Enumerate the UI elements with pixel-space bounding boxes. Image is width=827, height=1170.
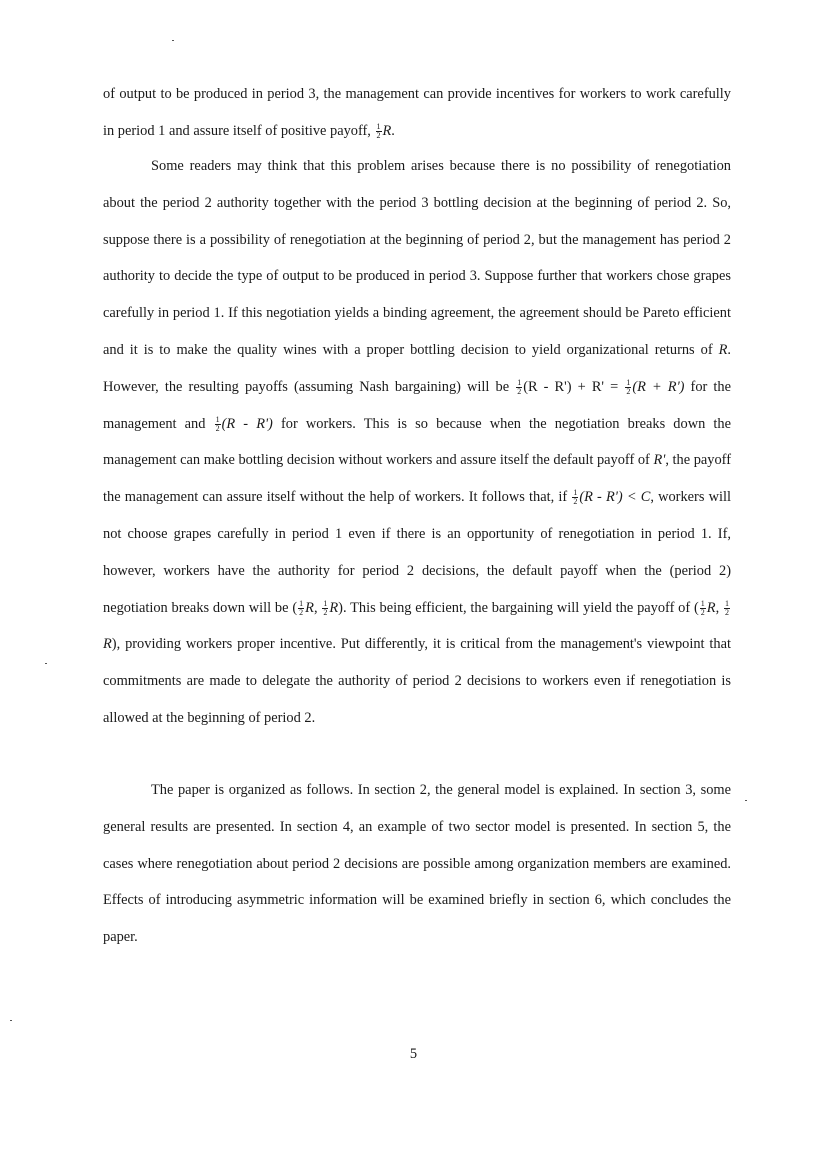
fraction: [700, 600, 706, 617]
fraction-numerator: 1: [573, 488, 578, 498]
scan-speck: [172, 40, 174, 41]
paragraph-text: [103, 76, 731, 150]
fraction-numerator: 1: [215, 414, 220, 424]
fraction-denominator: 2: [323, 607, 328, 617]
fraction-denominator: 2: [626, 386, 631, 396]
math-variable: (R + R'): [632, 378, 685, 395]
fraction-numerator: 1: [299, 598, 304, 608]
paragraph-text: [103, 772, 731, 956]
fraction-denominator: 2: [725, 607, 730, 617]
fraction-numerator: 1: [323, 598, 328, 608]
fraction: [724, 600, 730, 617]
fraction-numerator: 1: [626, 377, 631, 387]
paragraph-1: [103, 76, 731, 150]
fraction: [298, 600, 304, 617]
scan-speck: [745, 800, 747, 801]
text-run: .: [391, 122, 395, 139]
fraction: [322, 600, 328, 617]
fraction-denominator: 2: [573, 497, 578, 507]
scan-speck: [45, 663, 47, 664]
fraction-numerator: 1: [517, 377, 522, 387]
fraction-numerator: 1: [725, 598, 730, 608]
fraction-denominator: 2: [299, 607, 304, 617]
fraction-denominator: 2: [215, 423, 220, 433]
text-run: The paper is organized as follows. In section 2, the general model is explained. In section 3, some general results are presented. In section 4, an example of two sector model is presented. In section 5, the cases where renegotiation about period 2 decisions are possible among organization members are examined. Effects of introducing asymmetric information will be examined briefly in section 6, which concludes the paper.: [103, 782, 731, 946]
text-run: , workers will not choose grapes carefully in period 1 even if there is an opportunity of renegotiation in period 1. If, however, workers have the authority for period 2 decisions, the default payoff when the (period 2) negotiation breaks down will be (: [103, 489, 731, 616]
text-run: for the management and: [103, 378, 731, 432]
fraction-numerator: 1: [376, 121, 381, 131]
text-run: ), providing workers proper incentive. Put differently, it is critical from the management's viewpoint that commitments are made to delegate the authority of period 2 decisions to workers even if renegotiation is allowed at the beginning of period 2.: [103, 636, 731, 726]
fraction-denominator: 2: [376, 130, 381, 140]
math-variable: R: [329, 599, 339, 616]
text-run: (R - R') + R' =: [523, 378, 625, 395]
fraction: [516, 379, 522, 396]
text-run: for workers. This is so because when the negotiation breaks down the management can make bottling decision without workers and assure itself the default payoff of: [103, 415, 731, 469]
fraction-denominator: 2: [700, 607, 705, 617]
text-run: , the payoff the management can assure itself without the help of workers. It follows that, if: [103, 452, 732, 506]
math-variable: R: [718, 341, 728, 358]
paragraph-2: [103, 148, 731, 737]
fraction: [625, 379, 631, 396]
paragraph-3: [103, 772, 731, 956]
fraction: [572, 489, 578, 506]
fraction-denominator: 2: [517, 386, 522, 396]
math-variable: (R - R'): [221, 415, 273, 432]
text-run: of output to be produced in period 3, the management can provide incentives for workers to work carefully in period 1 and assure itself of positive payoff,: [103, 86, 731, 139]
math-variable: R: [382, 122, 392, 139]
paragraph-text: [103, 148, 731, 737]
text-run: ,: [313, 599, 322, 616]
fraction: [376, 123, 382, 140]
text-run: ). This being efficient, the bargaining will yield the payoff of (: [338, 599, 699, 616]
scan-speck: [10, 1020, 12, 1021]
fraction-numerator: 1: [700, 598, 705, 608]
text-run: ,: [715, 599, 724, 616]
math-variable: R: [706, 599, 716, 616]
math-variable: R: [305, 599, 314, 616]
math-variable: R: [103, 636, 112, 653]
text-run: Some readers may think that this problem arises because there is no possibility of renegotiation about the period 2 authority together with the period 3 bottling decision at the beginning of period 2. So, suppose there is a possibility of renegotiation at the beginning of period 2, but the management has period 2 authority to decide the type of output to be produced in period 3. Suppose further that workers chose grapes carefully in period 1. If this negotiation yields a binding agreement, the agreement should be Pareto efficient and it is to make the quality wines with a proper bottling decision to yield organizational returns of: [103, 158, 731, 358]
math-variable: (R - R') < C: [579, 489, 651, 506]
fraction: [215, 416, 221, 433]
math-variable: R': [653, 452, 666, 469]
text-run: . However, the resulting payoffs (assuming Nash bargaining) will be: [103, 341, 731, 395]
page-number: 5: [409, 1046, 418, 1062]
